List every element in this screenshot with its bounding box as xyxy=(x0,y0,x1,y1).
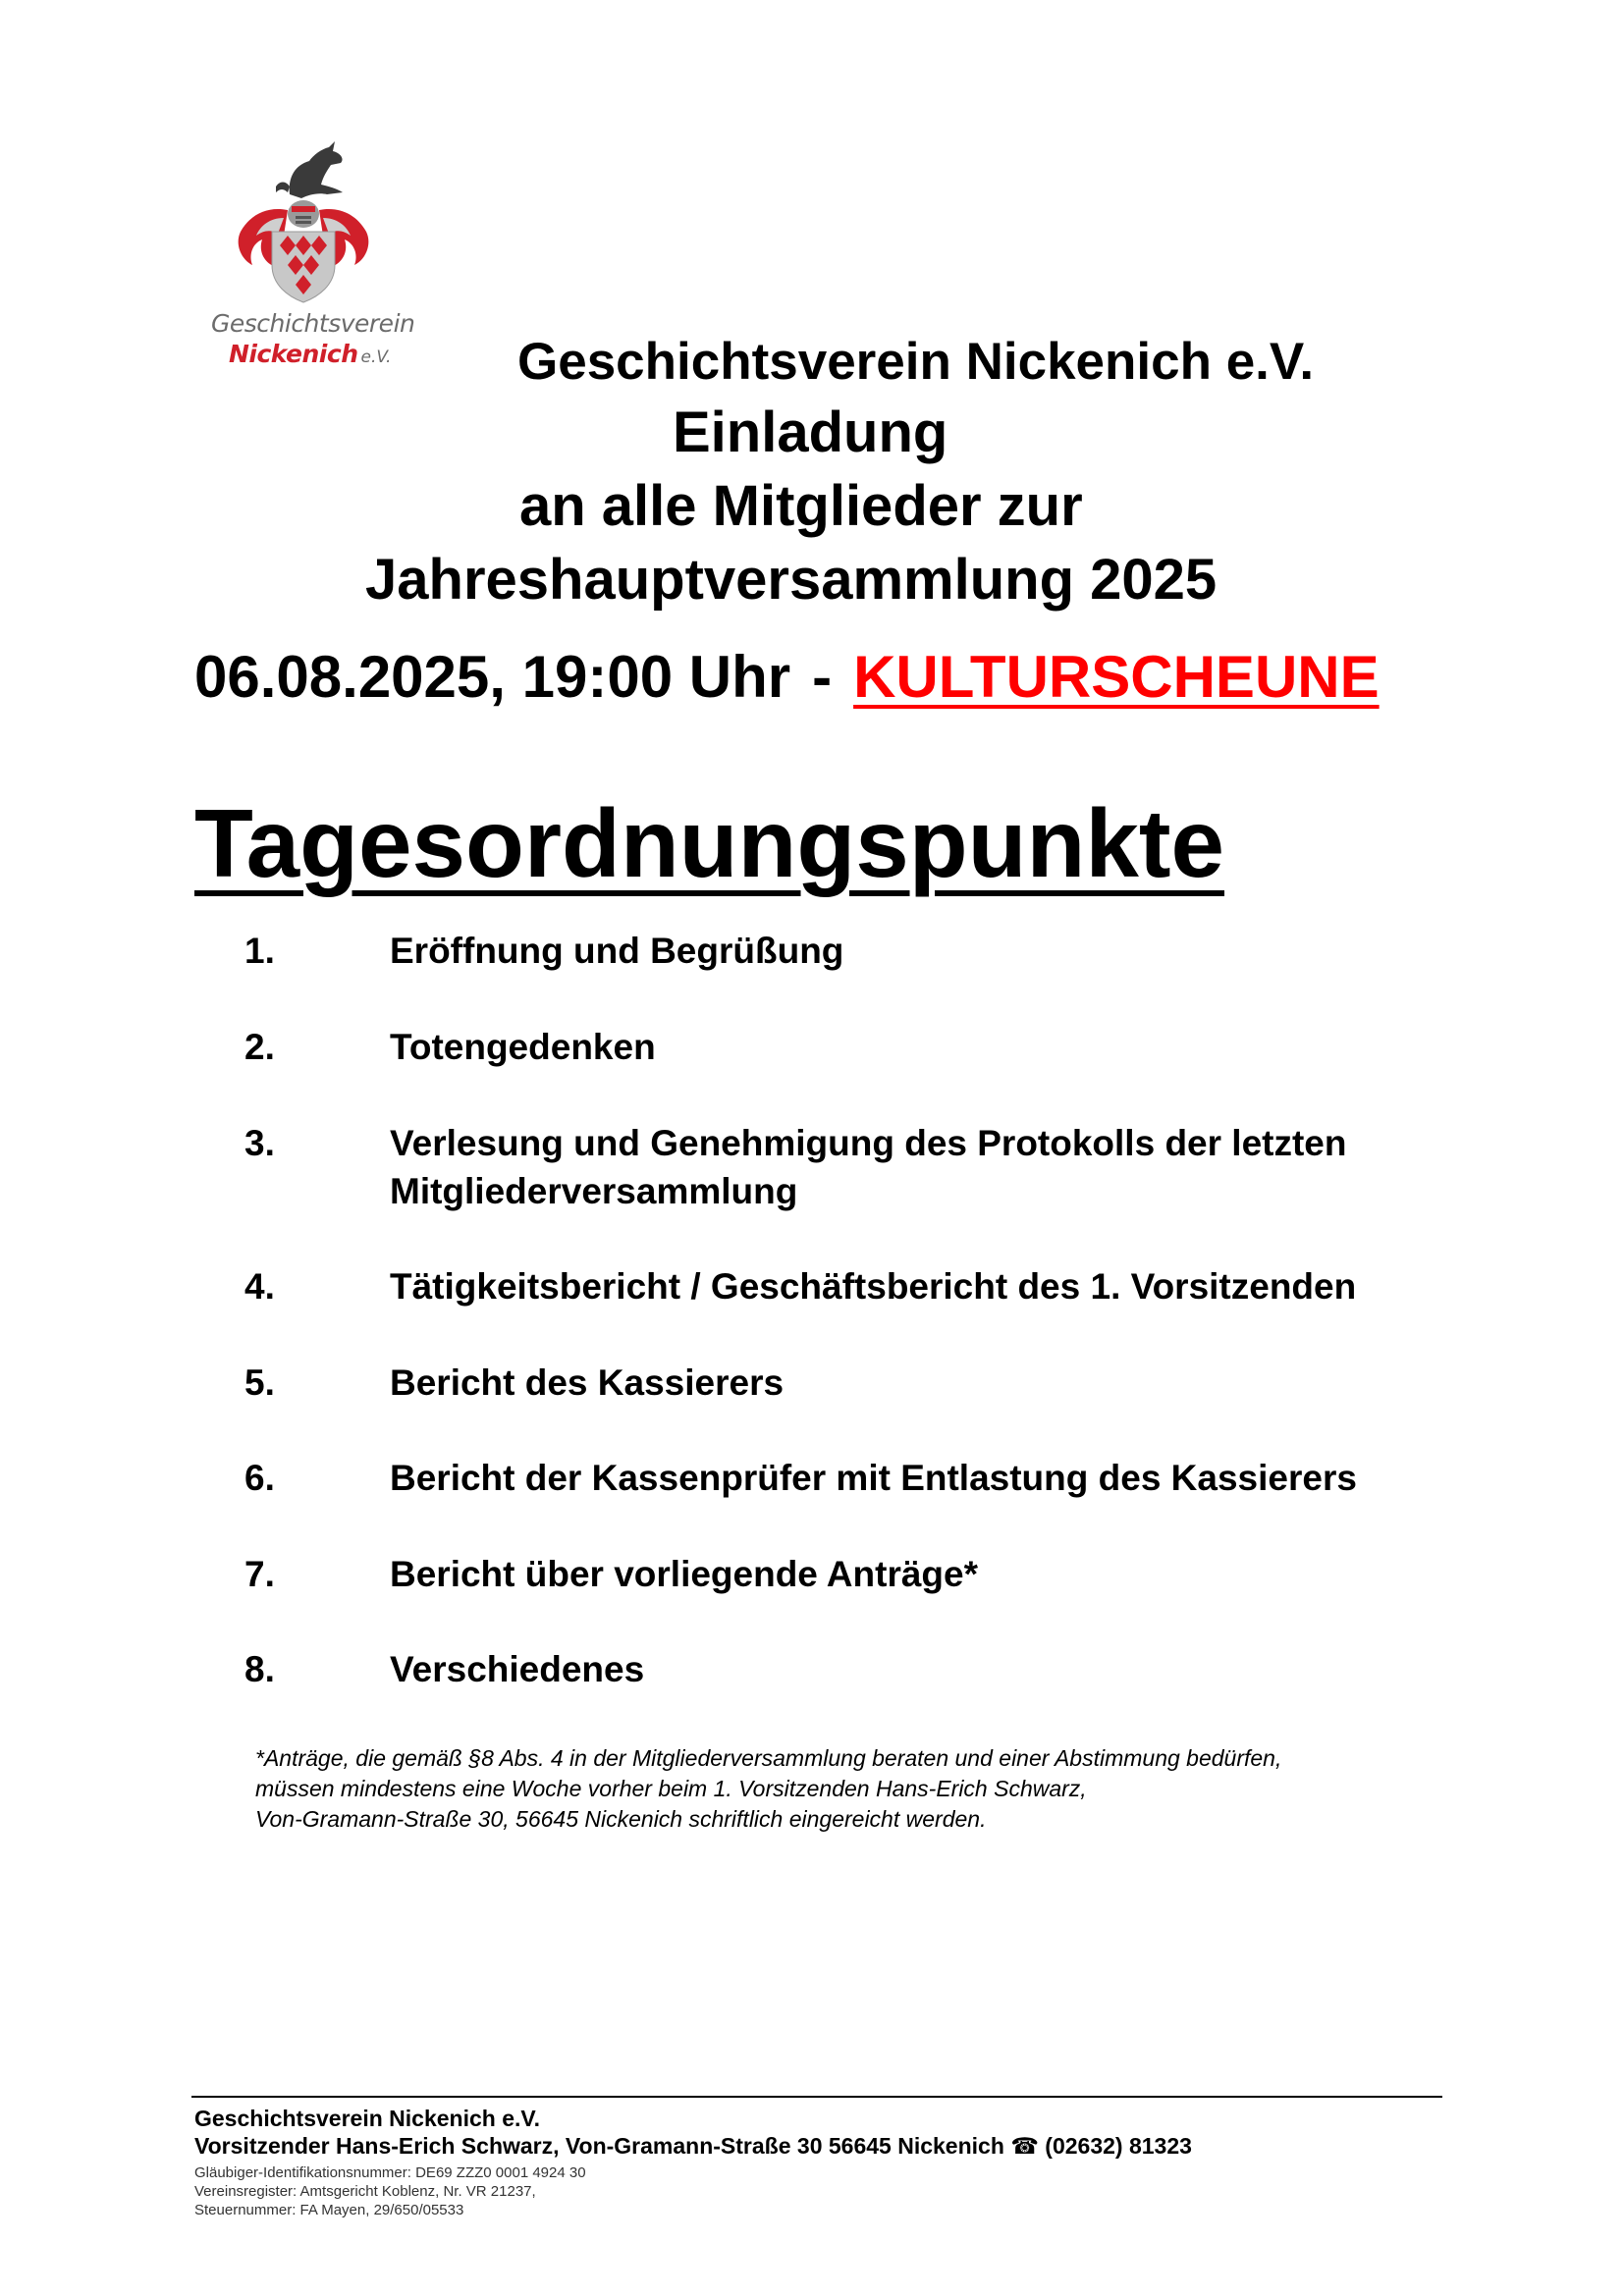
agenda-item-text: Totengedenken xyxy=(390,1027,656,1067)
event-dateline xyxy=(194,644,1380,710)
footer-divider xyxy=(191,2096,1442,2098)
footer-chair: Vorsitzender Hans-Erich Schwarz, Von-Gramann-Straße 30 56645 Nickenich ☎ (02632) 81323 xyxy=(194,2133,1192,2159)
agenda-item-text: Verlesung und Genehmigung des Protokolls der letzten Mitgliederversammlung xyxy=(390,1123,1347,1211)
agenda-item-text: Tätigkeitsbericht / Geschäftsbericht des 1. Vorsitzenden xyxy=(390,1266,1357,1307)
agenda-item-number: 7. xyxy=(244,1554,275,1594)
footer-register: Vereinsregister: Amtsgericht Koblenz, Nr. VR 21237, xyxy=(194,2183,536,2200)
coat-of-arms-icon xyxy=(219,137,386,304)
agenda-item-text: Bericht über vorliegende Anträge* xyxy=(390,1554,978,1594)
footer-tax-number: Steuernummer: FA Mayen, 29/650/05533 xyxy=(194,2202,464,2218)
agenda-item-text: Bericht der Kassenprüfer mit Entlastung des Kassierers xyxy=(390,1458,1357,1498)
agenda-item-text: Eröffnung und Begrüßung xyxy=(390,931,844,971)
agenda-item-number: 8. xyxy=(244,1649,275,1689)
agenda-item-text: Bericht des Kassierers xyxy=(390,1362,785,1403)
event-datetime: 06.08.2025, 19:00 Uhr xyxy=(194,644,791,710)
agenda-item-number: 1. xyxy=(244,931,275,971)
footnote-line: *Anträge, die gemäß §8 Abs. 4 in der Mitgliederversammlung beraten und einer Abstimmung bedürfen, xyxy=(255,1745,1282,1771)
event-separator: - xyxy=(812,644,833,710)
agenda-item-number: 5. xyxy=(244,1362,275,1403)
club-logo xyxy=(211,137,415,373)
audience-heading: an alle Mitglieder zur xyxy=(519,474,1083,538)
logo-suffix: e.V. xyxy=(360,347,392,367)
event-heading: Jahreshauptversammlung 2025 xyxy=(365,548,1218,612)
agenda-item-text: Verschiedenes xyxy=(390,1649,645,1689)
footnote-line: müssen mindestens eine Woche vorher beim 1. Vorsitzenden Hans-Erich Schwarz, xyxy=(255,1776,1087,1801)
agenda-title: Tagesordnungspunkte xyxy=(194,789,1225,897)
agenda-item-number: 6. xyxy=(244,1458,275,1498)
logo-town-line xyxy=(229,340,391,368)
footer-creditor-id: Gläubiger-Identifikationsnummer: DE69 ZZZ0 0001 4924 30 xyxy=(194,2164,586,2181)
logo-town: Nickenich xyxy=(229,340,358,368)
logo-name-line: Geschichtsverein xyxy=(211,309,415,338)
club-title: Geschichtsverein Nickenich e.V. xyxy=(517,333,1315,391)
agenda-item-number: 3. xyxy=(244,1123,275,1163)
event-venue: KULTURSCHEUNE xyxy=(853,644,1380,710)
footer-club: Geschichtsverein Nickenich e.V. xyxy=(194,2106,540,2131)
agenda-item-number: 4. xyxy=(244,1266,275,1307)
agenda-item-number: 2. xyxy=(244,1027,275,1067)
footnote-line: Von-Gramann-Straße 30, 56645 Nickenich schriftlich eingereicht werden. xyxy=(255,1806,987,1832)
footnote xyxy=(255,1743,1434,1835)
invitation-heading: Einladung xyxy=(673,400,948,464)
